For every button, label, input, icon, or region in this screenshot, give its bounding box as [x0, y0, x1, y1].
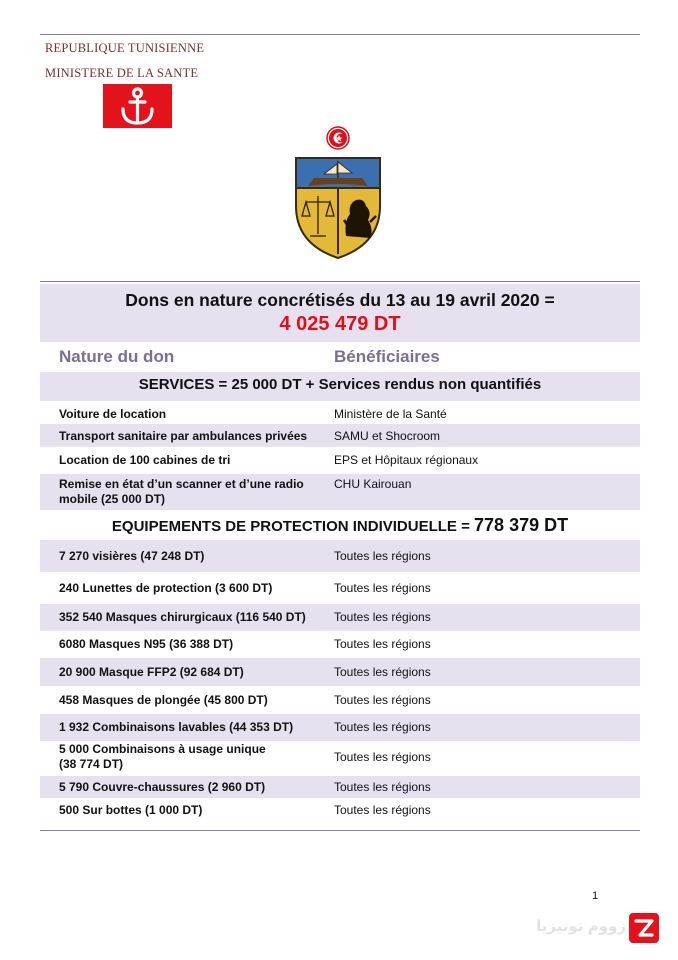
top-rule: [40, 34, 640, 35]
column-headers: [40, 342, 640, 372]
row-nature: 7 270 visières (47 248 DT): [59, 549, 205, 563]
ministry-logo: [103, 84, 172, 128]
row-nature: [59, 742, 329, 772]
table-row: [40, 604, 640, 631]
row-nature-line2: (38 774 DT): [59, 757, 124, 771]
row-beneficiaire: Toutes les régions: [334, 637, 431, 651]
header-republic: REPUBLIQUE TUNISIENNE: [45, 41, 205, 55]
row-nature: 458 Masques de plongée (45 800 DT): [59, 693, 268, 707]
table-row: [40, 572, 640, 604]
row-beneficiaire: Toutes les régions: [334, 665, 431, 679]
column-header-beneficiaires: Bénéficiaires: [334, 347, 440, 366]
row-beneficiaire: SAMU et Shocroom: [334, 429, 441, 443]
services-heading: SERVICES = 25 000 DT + Services rendus non quantifiés: [40, 372, 640, 401]
row-nature: 20 900 Masque FFP2 (92 684 DT): [59, 665, 244, 679]
row-nature: 5 790 Couvre-chaussures (2 960 DT): [59, 780, 266, 794]
epi-heading: [40, 510, 640, 540]
row-beneficiaire: Toutes les régions: [334, 803, 431, 817]
row-nature: Transport sanitaire par ambulances privées: [59, 429, 308, 443]
table-row: [40, 714, 640, 741]
header-ministry: MINISTERE DE LA SANTE: [45, 66, 199, 80]
watermark: [511, 913, 663, 943]
row-nature: Location de 100 cabines de tri: [59, 453, 231, 467]
page-number: 1: [592, 890, 599, 902]
row-beneficiaire: CHU Kairouan: [334, 477, 412, 491]
table-top-rule: [40, 281, 640, 282]
table-row: [40, 776, 640, 798]
table-row: [40, 798, 640, 824]
row-beneficiaire: Toutes les régions: [334, 610, 431, 624]
row-nature-line1: Remise en état d’un scanner et d’une radio: [59, 477, 304, 491]
row-nature: 352 540 Masques chirurgicaux (116 540 DT): [59, 610, 306, 624]
donations-table: [40, 284, 640, 824]
watermark-logo: [629, 913, 659, 943]
row-beneficiaire: EPS et Hôpitaux régionaux: [334, 453, 479, 467]
table-row: [40, 631, 640, 658]
table-row: [40, 741, 640, 776]
epi-heading-text: EQUIPEMENTS DE PROTECTION INDIVIDUELLE =: [111, 518, 475, 535]
coat-of-arms: [288, 126, 388, 260]
table-bottom-rule: [40, 830, 640, 831]
row-beneficiaire: Toutes les régions: [334, 720, 431, 734]
row-nature: Voiture de location: [59, 407, 167, 421]
row-nature: 240 Lunettes de protection (3 600 DT): [59, 581, 273, 595]
table-row: [40, 658, 640, 686]
total-amount: 4 025 479 DT: [279, 313, 401, 335]
row-beneficiaire: Toutes les régions: [334, 693, 431, 707]
row-beneficiaire: Toutes les régions: [334, 780, 431, 794]
row-beneficiaire: Toutes les régions: [334, 549, 431, 563]
table-row: [40, 401, 640, 424]
epi-heading-amount: 778 379 DT: [474, 515, 569, 535]
row-nature: 1 932 Combinaisons lavables (44 353 DT): [59, 720, 294, 734]
table-row: [40, 447, 640, 474]
row-nature: [59, 477, 329, 507]
table-row: [40, 474, 640, 510]
row-beneficiaire: Toutes les régions: [334, 581, 431, 595]
table-row: [40, 686, 640, 714]
column-header-nature: Nature du don: [59, 347, 175, 366]
table-row: [40, 540, 640, 572]
row-beneficiaire: Toutes les régions: [334, 750, 431, 764]
table-title-block: [40, 284, 640, 342]
row-beneficiaire: Ministère de la Santé: [334, 407, 447, 421]
row-nature-line2: mobile (25 000 DT): [59, 492, 166, 506]
watermark-text: زووم تونيزيا: [536, 918, 626, 935]
table-title: Dons en nature concrétisés du 13 au 19 avril 2020 =: [125, 290, 555, 310]
row-nature: 500 Sur bottes (1 000 DT): [59, 803, 203, 817]
row-nature-line1: 5 000 Combinaisons à usage unique: [59, 742, 266, 756]
row-nature: 6080 Masques N95 (36 388 DT): [59, 637, 234, 651]
table-row: [40, 424, 640, 447]
